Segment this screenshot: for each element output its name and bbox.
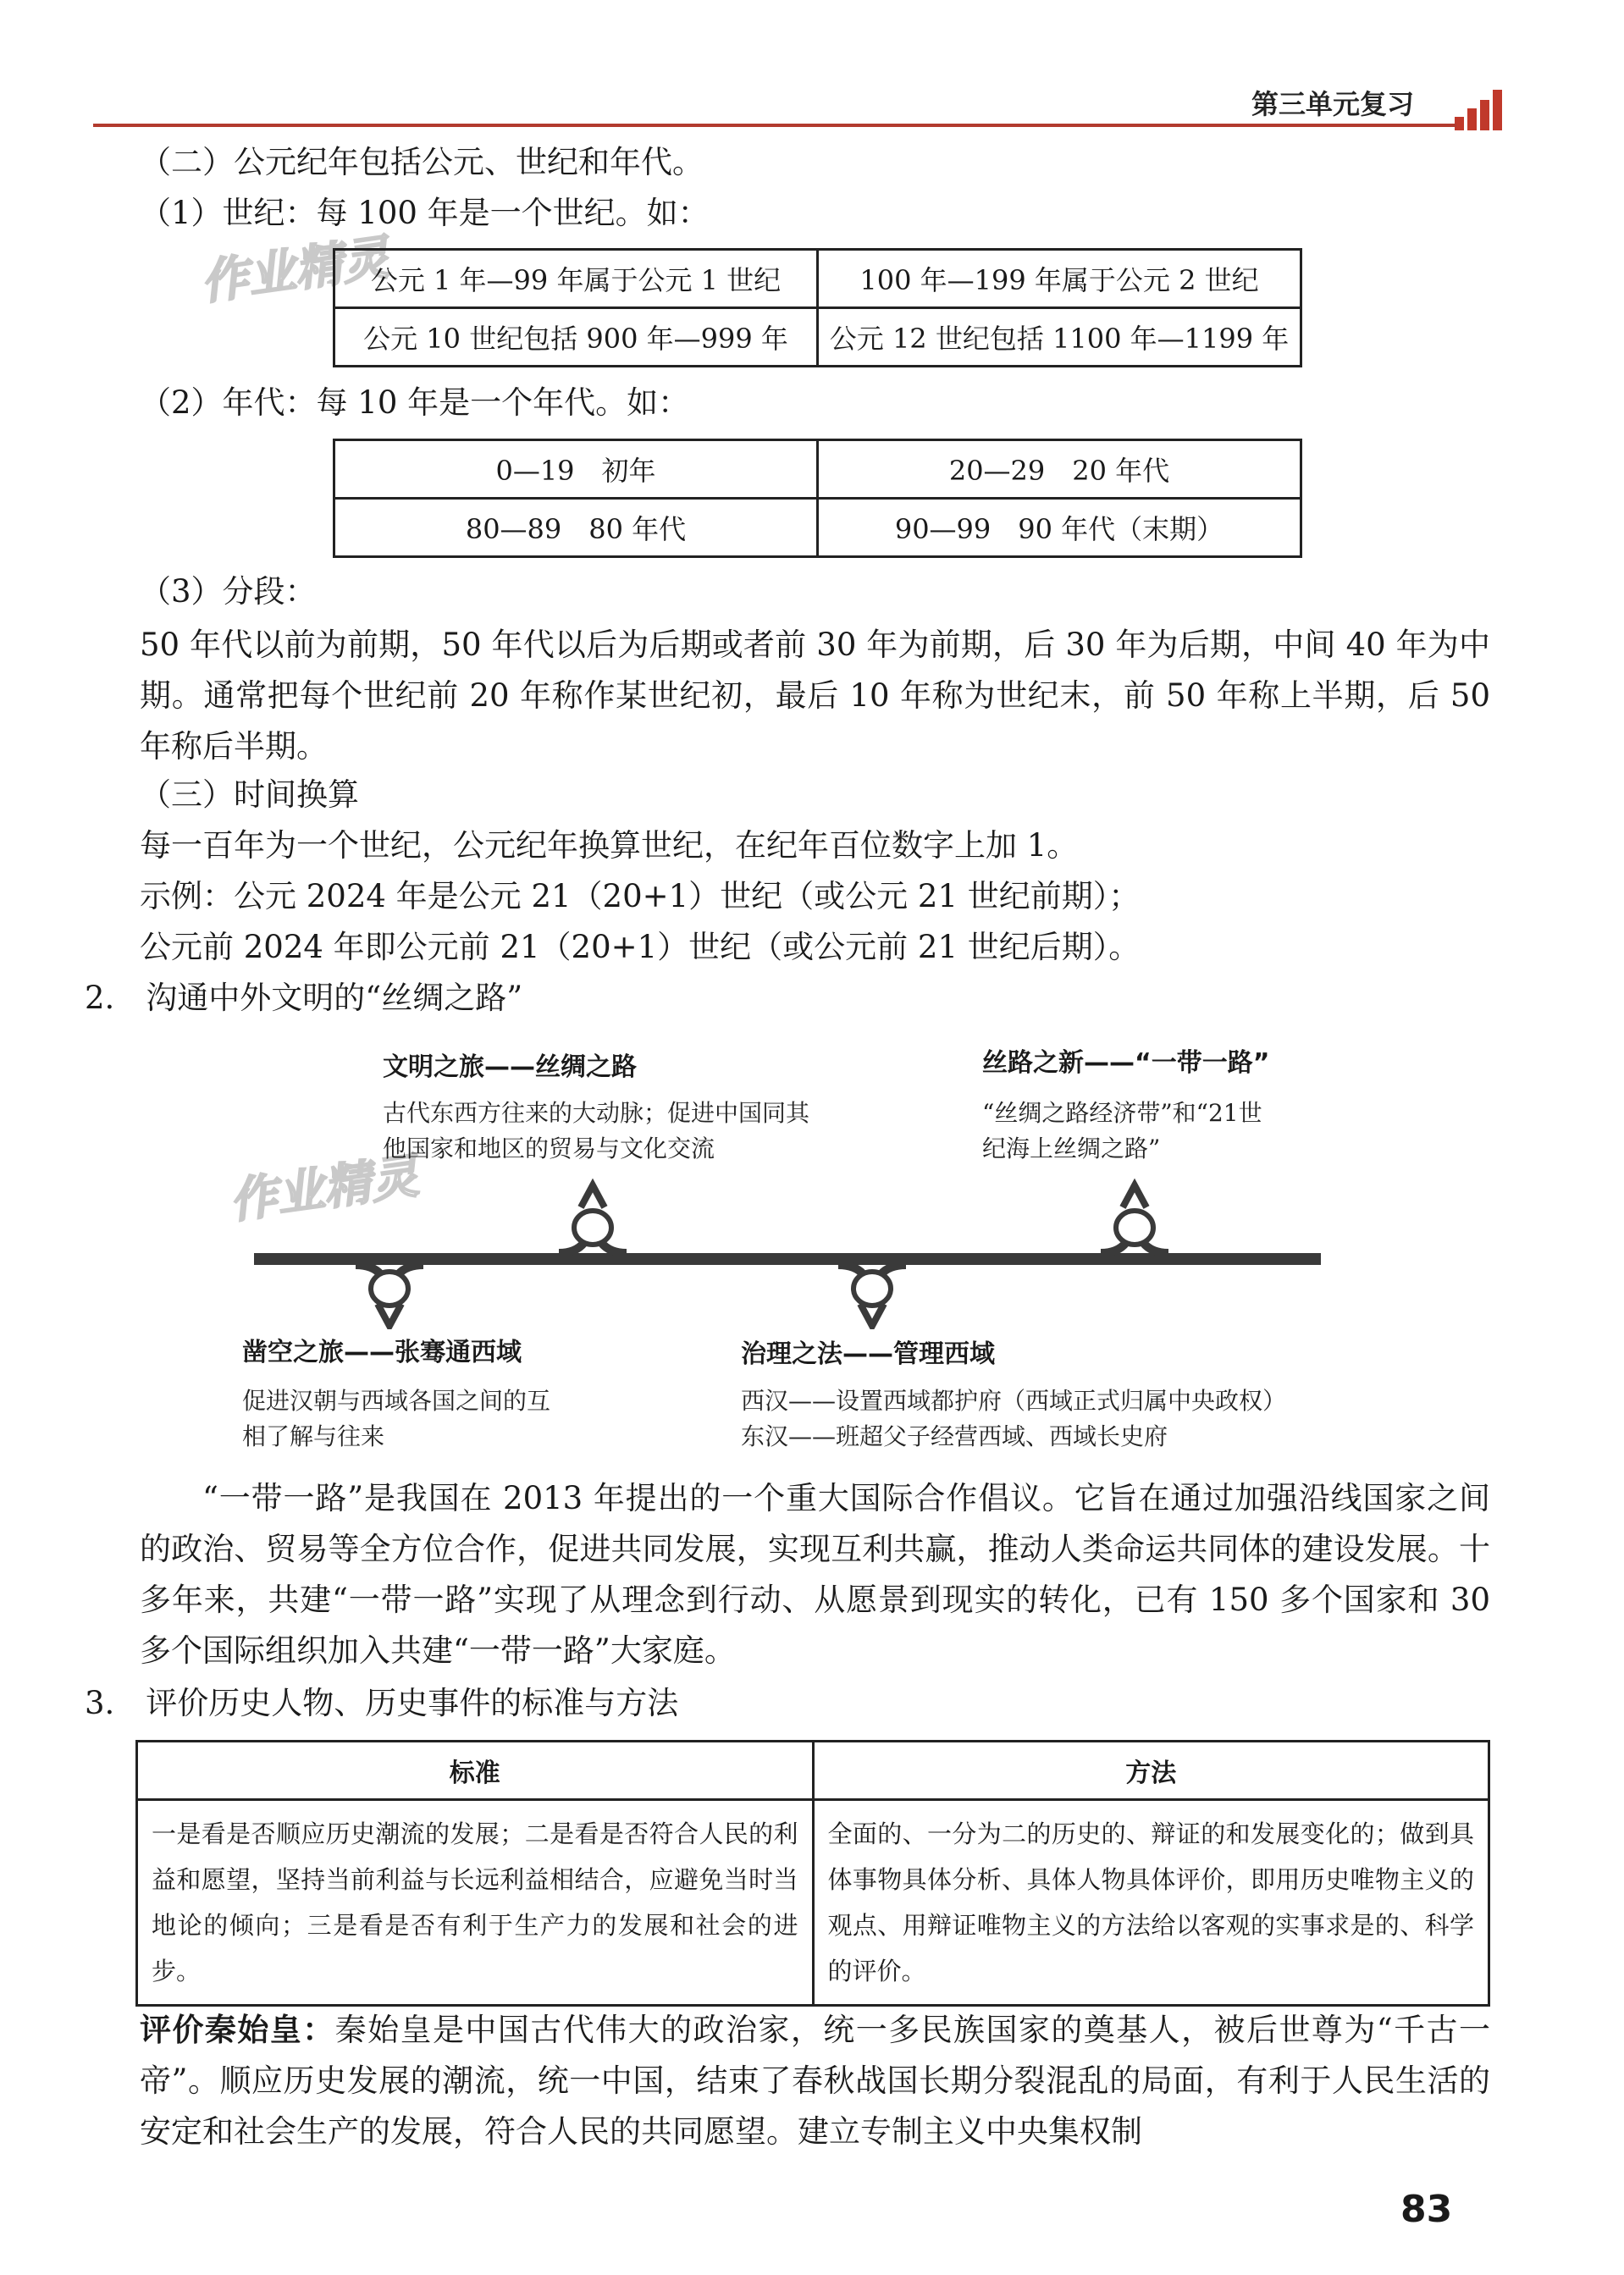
diagram-text: 相了解与往来 [242, 1422, 385, 1450]
table-cell: 20—29 20 年代 [818, 440, 1301, 499]
decade-table [333, 439, 1302, 558]
diagram-text: 他国家和地区的贸易与文化交流 [383, 1135, 715, 1162]
segment-paragraph: 50 年代以前为前期，50 年代以后为后期或者前 30 年为前期，后 30 年为后期，中间 40 年为中期。通常把每个世纪前 20 年称作某世纪初，最后 10 年称为世纪末，前 50 年称上半期，后 50 年称后半期。 [140, 627, 1490, 765]
branch-up-arrow-icon [1101, 1185, 1168, 1253]
timeline-road [246, 1177, 1329, 1329]
item-heading: 2. 沟通中外文明的“丝绸之路” [85, 980, 523, 1016]
page-number: 83 [1400, 2188, 1453, 2231]
belt-road-paragraph: “一带一路”是我国在 2013 年提出的一个重大国际合作倡议。它旨在通过加强沿线国家之间的政治、贸易等全方位合作，促进共同发展，实现互利共赢，推动人类命运共同体的建设发展。十多年来，共建“一带一路”实现了从理念到行动、从愿景到现实的转化，已有 150 多个国家和 30 多个国际组织加入共建“一带一路”大家庭。 [140, 1480, 1490, 1669]
bar-chart-icon [1455, 90, 1507, 130]
diagram-text: 纪海上丝绸之路” [982, 1135, 1161, 1162]
table-cell: 公元 1 年—99 年属于公元 1 世纪 [334, 250, 818, 308]
table-cell: 90—99 90 年代（末期） [818, 499, 1301, 557]
section-heading: （二）公元纪年包括公元、世纪和年代。 [140, 144, 704, 180]
conversion-line: 示例：公元 2024 年是公元 21（20+1）世纪（或公元 21 世纪前期）； [140, 878, 1141, 914]
decade-heading: （2）年代：每 10 年是一个年代。如： [140, 384, 690, 421]
segment-heading: （3）分段： [140, 573, 317, 610]
conversion-line: 公元前 2024 年即公元前 21（20+1）世纪（或公元前 21 世纪后期）。 [140, 929, 1141, 965]
diagram-text: 古代东西方往来的大动脉；促进中国同其 [383, 1099, 810, 1127]
century-table [333, 248, 1302, 367]
branch-down-arrow-icon [838, 1265, 906, 1326]
evaluation-table [135, 1740, 1490, 2007]
page-header-title: 第三单元复习 [1251, 88, 1415, 120]
qin-text: 秦始皇是中国古代伟大的政治家，统一多民族国家的奠基人，被后世尊为“千古一帝”。顺应历史发展的潮流，统一中国，结束了春秋战国长期分裂混乱的局面，有利于人民生活的安定和社会生产的发展，符合人民的共同愿望。建立专制主义中央集权制 [140, 2012, 1491, 2150]
table-cell: 100 年—199 年属于公元 2 世纪 [818, 250, 1301, 308]
table-cell-standard: 一是看是否顺应历史潮流的发展；二是看是否符合人民的利益和愿望，坚持当前利益与长远利益相结合，应避免当时当地论的倾向；三是看是否有利于生产力的发展和社会的进步。 [137, 1800, 814, 2006]
diagram-text: 东汉——班超父子经营西域、西域长史府 [741, 1422, 1168, 1450]
diagram-title-bottom-left: 凿空之旅——张骞通西域 [242, 1338, 522, 1367]
diagram-text: 促进汉朝与西域各国之间的互 [242, 1387, 551, 1415]
conversion-heading: （三）时间换算 [140, 776, 359, 813]
header-rule [93, 124, 1456, 127]
table-cell: 公元 10 世纪包括 900 年—999 年 [334, 308, 818, 367]
table-cell: 80—89 80 年代 [334, 499, 818, 557]
branch-up-arrow-icon [559, 1185, 627, 1253]
diagram-title-top-left: 文明之旅——丝绸之路 [383, 1052, 637, 1082]
diagram-text: 西汉——设置西域都护府（西域正式归属中央政权） [741, 1387, 1287, 1415]
diagram-title-bottom-mid: 治理之法——管理西域 [741, 1339, 995, 1369]
century-heading: （1）世纪：每 100 年是一个世纪。如： [140, 195, 710, 231]
branch-down-arrow-icon [356, 1265, 423, 1326]
qin-label: 评价秦始皇： [140, 2012, 335, 2048]
diagram-title-top-right: 丝路之新——“一带一路” [982, 1048, 1270, 1078]
table-cell: 0—19 初年 [334, 440, 818, 499]
diagram-text: “丝绸之路经济带”和“21世 [982, 1099, 1262, 1127]
table-cell-method: 全面的、一分为二的历史的、辩证的和发展变化的；做到具体事物具体分析、具体人物具体评价，即用历史唯物主义的观点、用辩证唯物主义的方法给以客观的实事求是的、科学的评价。 [813, 1800, 1489, 2006]
item-heading: 3. 评价历史人物、历史事件的标准与方法 [85, 1685, 679, 1721]
qin-evaluation-paragraph [140, 2005, 1490, 2157]
table-header: 标准 [137, 1742, 814, 1800]
watermark: 作业精灵 [226, 1148, 423, 1230]
table-cell: 公元 12 世纪包括 1100 年—1199 年 [818, 308, 1301, 367]
watermark: 作业精灵 [197, 229, 394, 312]
table-header: 方法 [813, 1742, 1489, 1800]
conversion-line: 每一百年为一个世纪，公元纪年换算世纪，在纪年百位数字上加 1。 [140, 827, 1079, 864]
